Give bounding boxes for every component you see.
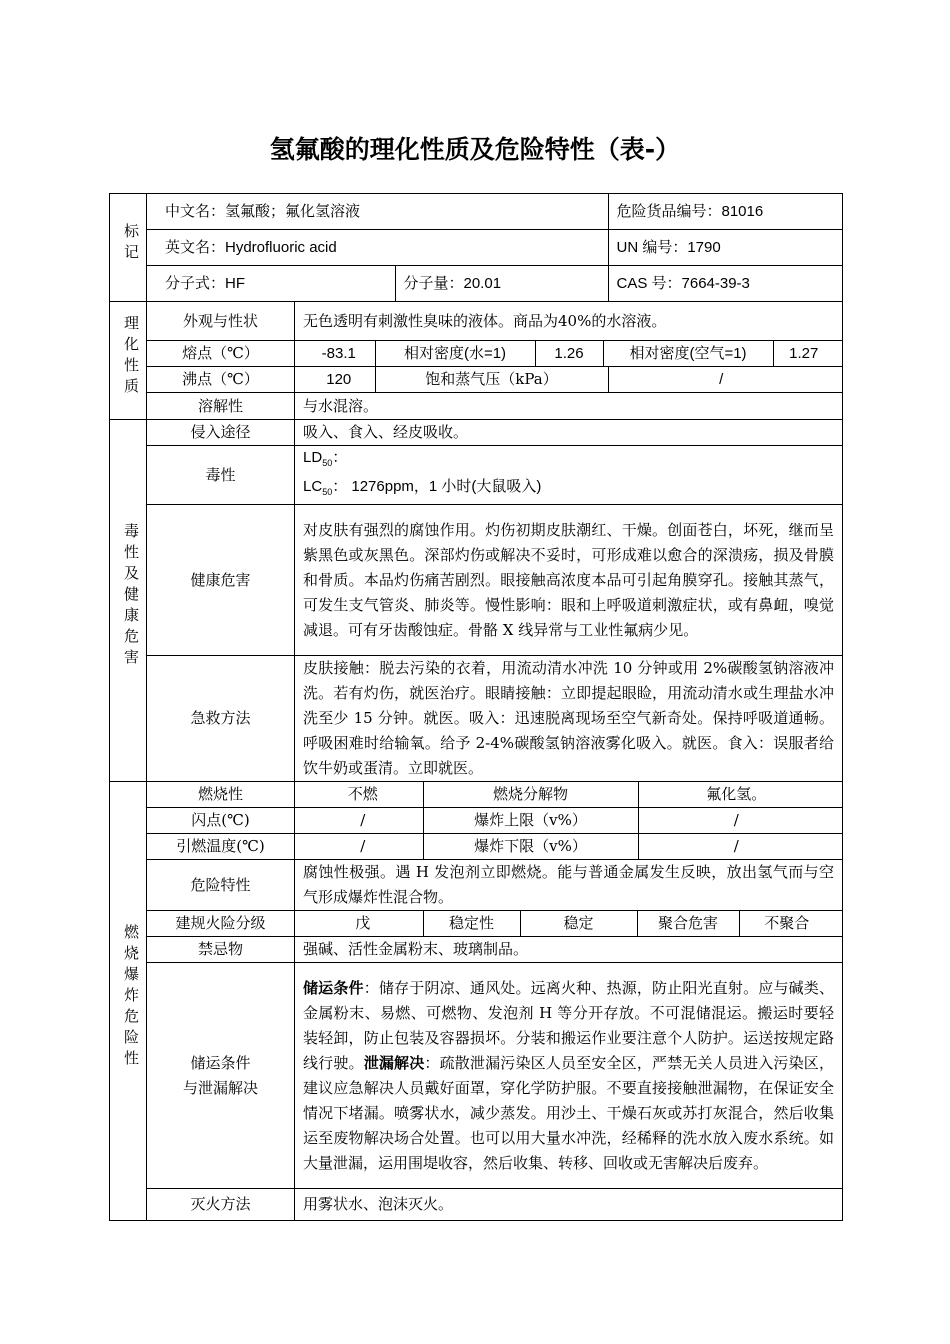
extinguish-label: 灭火方法 [147, 1189, 295, 1221]
section-marker: 标记 [110, 194, 147, 302]
forbid-label: 禁忌物 [147, 937, 295, 963]
section-toxicity: 毒性及健康危害 [110, 420, 147, 782]
route-label: 侵入途径 [147, 420, 295, 446]
health-label: 健康危害 [147, 505, 295, 656]
fire-hazard-value: 腐蚀性极强。遇 H 发泡剂立即燃烧。能与普通金属发生反映，放出氢气而与空气形成爆炸性混合物。 [295, 860, 843, 911]
polymer-value: 不聚合 [739, 911, 834, 936]
vapor-label: 饱和蒸气压（kPa） [375, 367, 608, 392]
fire-hazard-label: 危险特性 [147, 860, 295, 911]
stability-label: 稳定性 [423, 911, 520, 936]
flash-value: / [360, 811, 366, 829]
property-table [109, 193, 843, 1221]
combust-value: 不燃 [347, 785, 378, 803]
extinguish-value: 用雾状水、泡沫灭火。 [295, 1189, 843, 1221]
storage-heading: 储运条件 [303, 978, 364, 997]
lower-label: 爆炸下限（v%） [423, 834, 638, 859]
section-physchem: 理化性质 [110, 302, 147, 420]
polymer-label: 聚合危害 [637, 911, 739, 936]
firstaid-label: 急救方法 [147, 656, 295, 782]
vapor-value: / [608, 367, 834, 392]
appearance-value: 无色透明有刺激性臭味的液体。商品为40%的水溶液。 [295, 302, 843, 341]
storage-label: 储运条件 与泄漏解决 [147, 963, 295, 1189]
forbid-value: 强碱、活性金属粉末、玻璃制品。 [295, 937, 843, 963]
lower-value: / [638, 834, 834, 859]
mp-label: 熔点（℃） [147, 341, 295, 367]
health-value: 对皮肤有强烈的腐蚀作用。灼伤初期皮肤潮红、干燥。创面苍白，坏死，继而呈紫黑色或灰黑色。深部灼伤或解决不妥时，可形成难以愈合的深溃疡，损及骨膜和骨质。本品灼伤痛苦剧烈。眼接触高浓度本品可引起角膜穿孔。接触其蒸气，可发生支气管炎、肺炎等。慢性影响：眼和上呼吸道刺激症状，或有鼻衄，嗅觉减退。可有牙齿酸蚀症。骨骼 X 线异常与工业性氟病少见。 [295, 505, 843, 656]
decomp-value: 氟化氢。 [638, 782, 834, 807]
ignite-label: 引燃温度(℃) [147, 834, 295, 860]
upper-value: / [638, 808, 834, 833]
upper-label: 爆炸上限（v%） [423, 808, 638, 833]
route-value: 吸入、食入、经皮吸收。 [295, 420, 843, 446]
rel-density-air-label: 相对密度(空气=1) [603, 341, 773, 366]
en-name: 英文名：Hydrofluoric acid [165, 239, 337, 256]
rel-density-air-value: 1.27 [773, 341, 834, 366]
leak-heading: 泄漏解决 [363, 1053, 425, 1072]
storage-value: 储运条件：储存于阴凉、通风处。远离火种、热源，防止阳光直射。应与碱类、金属粉末、易燃、可燃物、发泡剂 H 等分开存放。不可混储混运。搬运时要轻装轻卸，防止包装及容器损坏。分装和搬运作业要注意个人防护。运送按规定路线行驶。泄漏解决：疏散泄漏污染区人员至安全区，严禁无关人员进入污染区，建议应急解决人员戴好面罩，穿化学防护服。不要直接接触泄漏物，在保证安全情况下堵漏。喷雾状水，减少蒸发。用沙土、干燥石灰或苏打灰混合，然后收集运至废物解决场合处置。也可以用大量水冲洗，经稀释的洗水放入废水系统。如大量泄漏，运用围堤收容，然后收集、转移、回收或无害解决后废弃。 [295, 963, 843, 1189]
section-fire: 燃烧爆炸危险性 [110, 782, 147, 1221]
cas-no: CAS 号：7664-39-3 [608, 266, 834, 301]
mol-weight: 分子量：20.01 [395, 266, 608, 301]
rel-density-water-label: 相对密度(水=1) [375, 341, 535, 366]
solubility-value: 与水混溶。 [295, 393, 843, 420]
page-title: 氢氟酸的理化性质及危险特性（表-） [269, 135, 681, 164]
bp-label: 沸点（℃） [147, 367, 295, 393]
class-label: 建规火险分级 [147, 911, 295, 937]
tox-label: 毒性 [147, 446, 295, 505]
ld50-line: $LD_{50}$： [303, 449, 348, 468]
formula: 分子式：HF [165, 275, 245, 292]
decomp-label: 燃烧分解物 [423, 782, 638, 807]
un-no: UN 编号：1790 [608, 230, 834, 265]
hazard-no: 危险货品编号：81016 [608, 194, 834, 229]
class-value: 戊 [355, 914, 371, 932]
lc50-line: $LC_{50}$： 1276ppm，1 小时(大鼠吸入) [303, 478, 542, 497]
solubility-label: 溶解性 [147, 393, 295, 420]
cn-name: 中文名：氢氟酸；氟化氢溶液 [165, 202, 361, 220]
mp-value: -83.1 [321, 345, 356, 362]
bp-value: 120 [326, 371, 352, 388]
stability-value: 稳定 [520, 911, 637, 936]
combust-label: 燃烧性 [147, 782, 295, 808]
appearance-label: 外观与性状 [147, 302, 295, 341]
ignite-value: / [360, 837, 366, 855]
firstaid-value: 皮肤接触：脱去污染的衣着，用流动清水冲洗 10 分钟或用 2%碳酸氢钠溶液冲洗。若有灼伤，就医治疗。眼睛接触：立即提起眼睑，用流动清水或生理盐水冲洗至少 15 分钟。就医。吸入：迅速脱离现场至空气新奇处。保持呼吸道通畅。呼吸困难时给输氧。给予 2-4%碳酸氢钠溶液雾化吸入。就医。食入：误服者给饮牛奶或蛋清。立即就医。 [295, 656, 843, 782]
rel-density-water-value: 1.26 [535, 341, 603, 366]
flash-label: 闪点(℃) [147, 808, 295, 834]
